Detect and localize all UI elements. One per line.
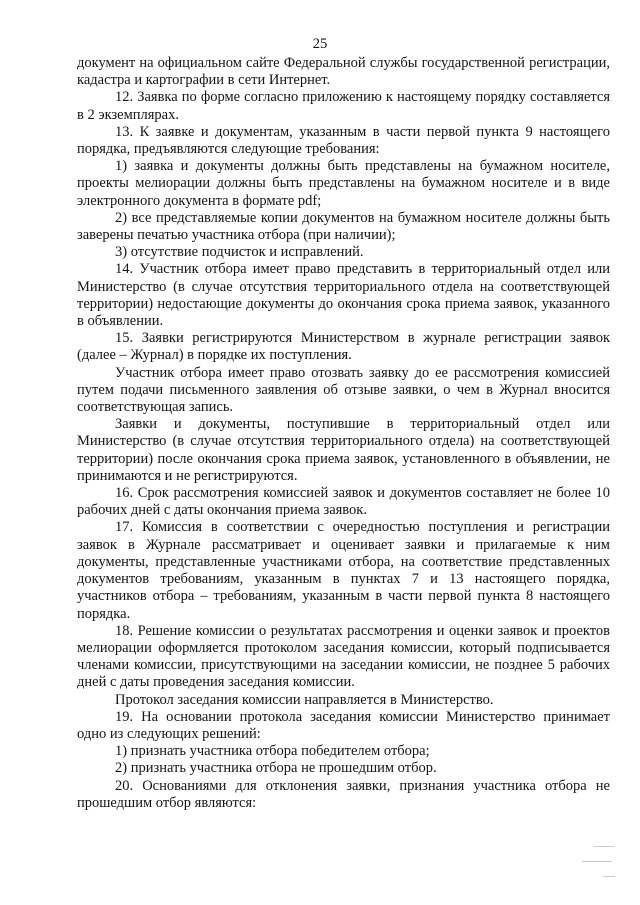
paragraph: 2) все представляемые копии документов на бумажном носителе должны быть заверены печатью участника отбора (при наличии); xyxy=(77,209,610,244)
paragraph: 20. Основаниями для отклонения заявки, признания участника отбора не прошедшим отбор являются: xyxy=(77,777,610,811)
paragraph: 17. Комиссия в соответствии с очередностью поступления и регистрации заявок в Журнале рассматривает и оценивает заявки и прилагаемые к ним документы, представленные участниками отбора, на соответствие представленных документов требованиям, указанным в пунктах 7 и 13 настоящего порядка, участников отбора – требованиям, указанным в части первой пункта 8 настоящего порядка. xyxy=(77,519,610,622)
scan-speck xyxy=(603,876,615,877)
paragraph: 12. Заявка по форме согласно приложению к настоящему порядку составляется в 2 экземплярах. xyxy=(77,89,610,123)
paragraph: 13. К заявке и документам, указанным в части первой пункта 9 настоящего порядка, предъявляются следующие требования: xyxy=(77,123,610,158)
paragraph: 15. Заявки регистрируются Министерством в журнале регистрации заявок (далее – Журнал) в порядке их поступления. xyxy=(77,330,610,364)
paragraph: 1) заявка и документы должны быть представлены на бумажном носителе, проекты мелиорации должны быть представлены на бумажном носителе и в виде электронного документа в формате pdf; xyxy=(77,158,610,209)
paragraph: 1) признать участника отбора победителем отбора; xyxy=(115,743,430,760)
paragraph: 19. На основании протокола заседания комиссии Министерство принимает одно из следующих решений: xyxy=(77,708,610,742)
paragraph: 18. Решение комиссии о результатах рассмотрения и оценки заявок и проектов мелиорации оформляется протоколом заседания комиссии, который подписывается членами комиссии, присутствующими на заседании комиссии, не позднее 5 рабочих дней с даты проведения заседания комиссии. xyxy=(77,622,610,691)
paragraph: 2) признать участника отбора не прошедшим отбор. xyxy=(115,760,437,777)
paragraph: документ на официальном сайте Федеральной службы государственной регистрации, кадастра и картографии в сети Интернет. xyxy=(77,55,610,89)
scan-speck xyxy=(582,861,612,862)
scan-speck xyxy=(594,846,614,847)
page-number: 25 xyxy=(312,36,328,52)
paragraph: 14. Участник отбора имеет право представить в территориальный отдел или Министерство (в случае отсутствия территориального отдела на соответствующей территории) недостающие документы до окончания срока приема заявок, указанного в объявлении. xyxy=(77,261,610,330)
paragraph: 16. Срок рассмотрения комиссией заявок и документов составляет не более 10 рабочих дней с даты окончания приема заявок. xyxy=(77,485,610,519)
paragraph: Участник отбора имеет право отозвать заявку до ее рассмотрения комиссией путем подачи письменного заявления об отзыве заявки, о чем в Журнал вносится соответствующая запись. xyxy=(77,364,610,416)
document-body xyxy=(77,55,610,812)
paragraph: Протокол заседания комиссии направляется в Министерство. xyxy=(115,691,494,708)
paragraph: 3) отсутствие подчисток и исправлений. xyxy=(115,244,364,261)
paragraph: Заявки и документы, поступившие в территориальный отдел или Министерство (в случае отсутствия территориального отдела) на соответствующей территории) после окончания срока приема заявок, установленного в объявлении, не принимаются и не регистрируются. xyxy=(77,416,610,484)
